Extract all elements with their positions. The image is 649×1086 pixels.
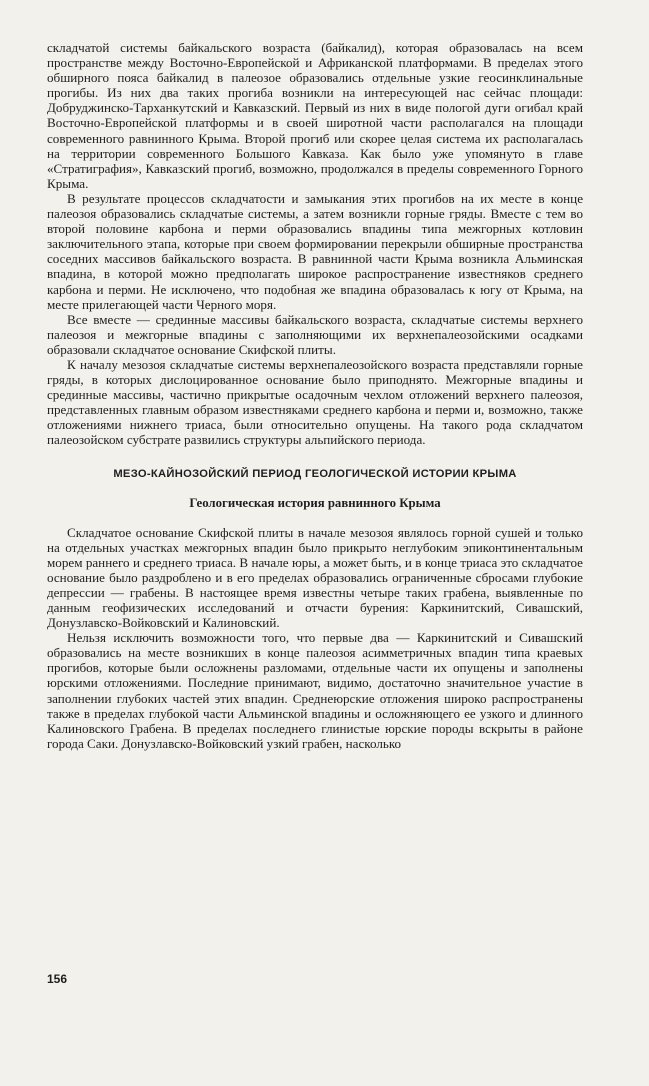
paragraph-3: Все вместе — срединные массивы байкальского возраста, складчатые системы верхнего палеозоя и межгорные впадины с заполняющими их верхнепалеозойскими осадками образовали складчатое основание Скифской плиты. <box>47 311 583 357</box>
paragraph-2: В результате процессов складчатости и замыкания этих прогибов на их месте в конце палеозоя образовались складчатые системы, а затем возникли горные гряды. Вместе с тем во второй половине карбона и перми образовались впадины типа межгорных котловин заключительного этапа, которые при своем формировании перекрыли обширные пространства соседних массивов байкальского возраста. В равнинной части Крыма возникла Альминская впадина, в которой можно предполагать широкое распространение известняков среднего карбона и перми. Не исключено, что подобная же впадина образовалась к югу от Крыма, на месте прилегающей части Черного моря. <box>47 190 583 312</box>
page-number: 156 <box>47 972 68 986</box>
paragraph-6: Нельзя исключить возможности того, что первые два — Каркинитский и Сивашский образовались на месте возникших в конце палеозоя асимметричных впадин типа краевых прогибов, которые были осложнены разломами, отдельные части их опущены и заполнены юрскими отложениями. Последние принимают, видимо, достаточно значительное участие в заполнении глубоких частей этих впадин. Среднеюрские отложения широко распространены также в пределах глубокой части Альминской впадины и осложняющего ее узкого и длинного Калиновского Грабена. В пределах последнего глинистые юрские породы вскрыты в районе города Саки. Донузлавско-Войковский узкий грабен, насколько <box>47 630 583 751</box>
paragraph-4: К началу мезозоя складчатые системы верхнепалеозойского возраста представляли горные гряды, в которых дислоцированное основание было приподнято. Межгорные впадины и срединные массивы, частично прикрытые осадочным чехлом отложений верхнего палеозоя, представленных главным образом известняками среднего карбона и перми и, возможно, также отложениями нижнего триаса, были относительно опущены. На такого рода складчатом палеозойском субстрате развились структуры альпийского периода. <box>47 356 583 448</box>
paragraph-5: Складчатое основание Скифской плиты в начале мезозоя являлось горной сушей и только на отдельных участках межгорных впадин было прикрыто неглубоким эпиконтинентальным морем раннего и среднего триаса. В начале юры, а может быть, и в конце триаса это складчатое основание было раздроблено и в его пределах образовались ограниченные сбросами глубокие депрессии — грабены. В настоящее время известны четыре таких грабена, выявленные по данным геофизических исследований и отчасти бурения: Каркинитский, Сивашский, Донузлавско-Войковский и Калиновский. <box>47 524 583 631</box>
subsection-heading: Геологическая история равнинного Крыма <box>189 495 441 510</box>
paragraph-1: складчатой системы байкальского возраста (байкалид), которая образовалась на всем пространстве между Восточно-Европейской и Африканской платформами. В пределах этого обширного пояса байкалид в палеозое образовались отдельные узкие геосинклинальные прогибы. Из них два таких прогиба возникли на интересующей нас сейчас площади: Добруджинско-Тарханкутский и Кавказский. Первый из них в виде пологой дуги огибал край Восточно-Европейской платформы и в своей широтной части располагался на площади современного равнинного Крыма. Второй прогиб или скорее целая система их располагалась на территории современного Большого Кавказа. Как было уже упомянуто в главе «Стратиграфия», Кавказский прогиб, возможно, продолжался в пределы современного Горного Крыма. <box>47 40 583 191</box>
section-heading: МЕЗО-КАЙНОЗОЙСКИЙ ПЕРИОД ГЕОЛОГИЧЕСКОЙ ИСТОРИИ КРЫМА <box>113 467 517 480</box>
